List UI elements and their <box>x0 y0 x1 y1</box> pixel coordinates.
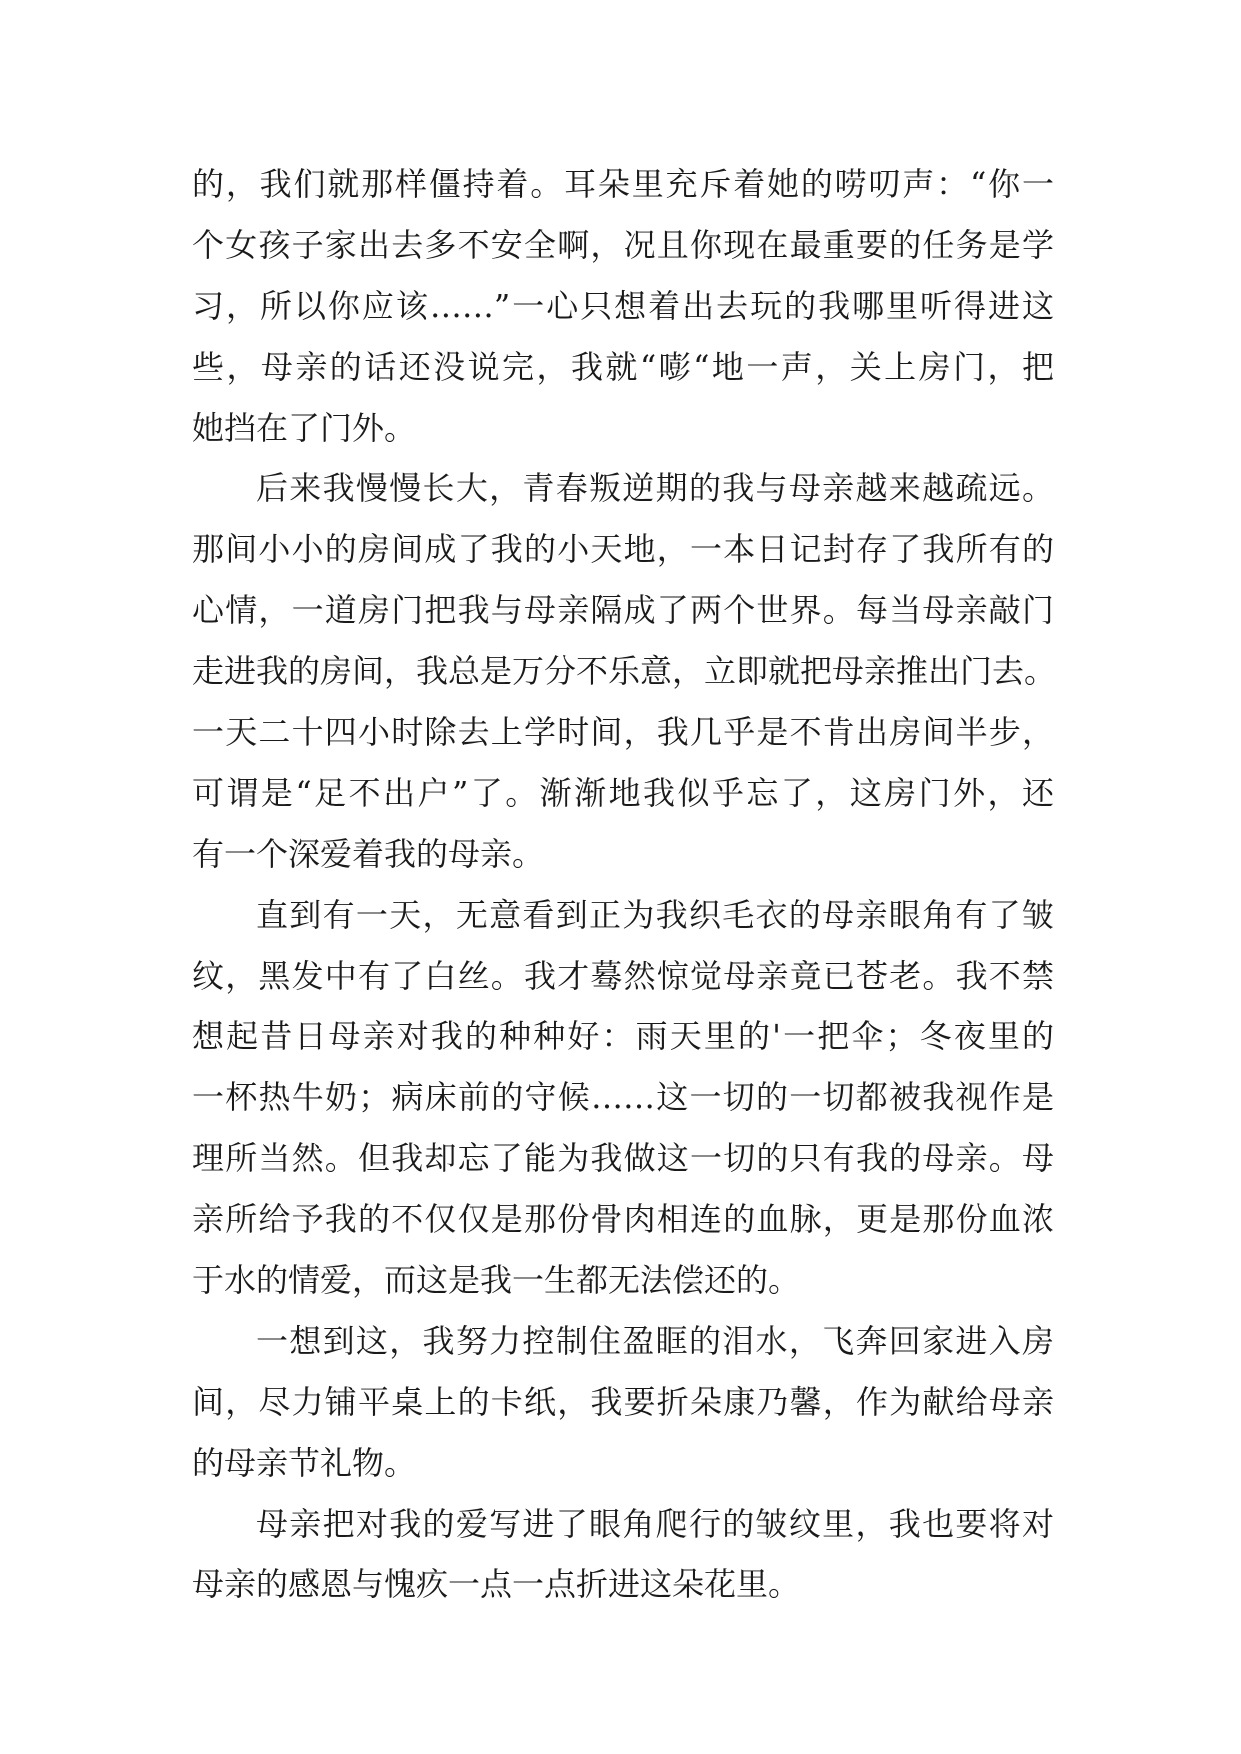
text-line: 直到有一天，无意看到正为我织毛衣的母亲眼角有了皱 <box>256 895 1054 934</box>
text-line: 一想到这，我努力控制住盈眶的泪水，飞奔回家进入房 <box>256 1321 1054 1360</box>
essay-body <box>192 154 1057 1615</box>
text-line: 些，母亲的话还没说完，我就“嘭“地一声，关上房门，把 <box>192 347 1054 386</box>
text-line: 母亲把对我的爱写进了眼角爬行的皱纹里，我也要将对 <box>256 1504 1054 1543</box>
text-line: 那间小小的房间成了我的小天地，一本日记封存了我所有的 <box>192 530 1054 569</box>
text-line: 个女孩子家出去多不安全啊，况且你现在最重要的任务是学 <box>192 225 1054 264</box>
text-line: 习，所以你应该……”一心只想着出去玩的我哪里听得进这 <box>192 286 1054 325</box>
text-line: 想起昔日母亲对我的种种好：雨天里的'一把伞；冬夜里的 <box>192 1017 1054 1056</box>
text-line: 一杯热牛奶；病床前的守候……这一切的一切都被我视作是 <box>192 1078 1054 1117</box>
text-line: 母亲的感恩与愧疚一点一点折进这朵花里。 <box>192 1565 801 1604</box>
text-line: 的母亲节礼物。 <box>192 1443 417 1482</box>
text-line: 心情，一道房门把我与母亲隔成了两个世界。每当母亲敲门 <box>192 591 1054 630</box>
text-line: 走进我的房间，我总是万分不乐意，立即就把母亲推出门去。 <box>192 652 1057 691</box>
text-line: 理所当然。但我却忘了能为我做这一切的只有我的母亲。母 <box>192 1139 1054 1178</box>
text-line: 可谓是“足不出户”了。渐渐地我似乎忘了，这房门外，还 <box>192 773 1054 812</box>
text-line: 一天二十四小时除去上学时间，我几乎是不肯出房间半步， <box>192 713 1054 752</box>
text-line: 有一个深爱着我的母亲。 <box>192 834 545 873</box>
text-line: 的，我们就那样僵持着。耳朵里充斥着她的唠叨声：“你一 <box>192 165 1054 203</box>
text-line: 间，尽力铺平桌上的卡纸，我要折朵康乃馨，作为献给母亲 <box>192 1382 1054 1421</box>
text-line: 亲所给予我的不仅仅是那份骨肉相连的血脉，更是那份血浓 <box>192 1200 1054 1239</box>
text-line: 于水的情爱，而这是我一生都无法偿还的。 <box>192 1261 801 1300</box>
text-line: 纹，黑发中有了白丝。我才蓦然惊觉母亲竟已苍老。我不禁 <box>192 956 1054 995</box>
text-line: 后来我慢慢长大，青春叛逆期的我与母亲越来越疏远。 <box>256 469 1054 508</box>
text-line: 她挡在了门外。 <box>192 408 417 447</box>
